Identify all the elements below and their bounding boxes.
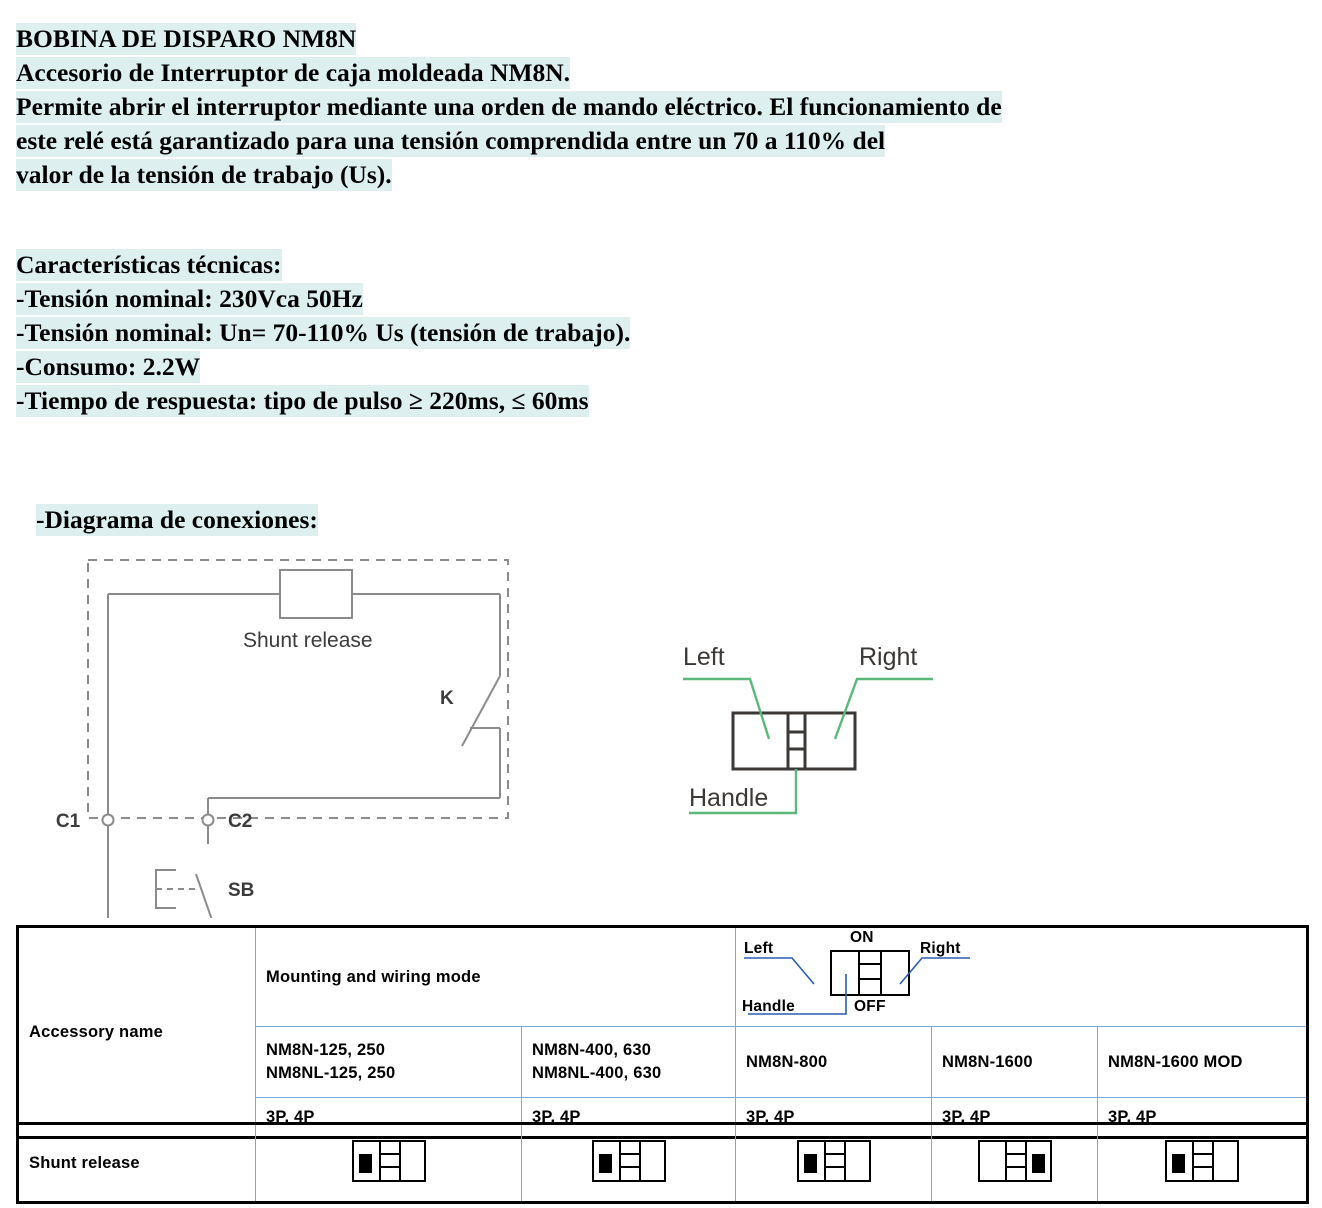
poles-cell-4: 3P, 4P	[932, 1098, 1098, 1138]
terminal-c2-label: C2	[228, 811, 253, 832]
shunt-release-label: Shunt release	[243, 629, 373, 652]
position-icon-cell-1	[256, 1124, 522, 1203]
shunt-release-row-label: Shunt release	[18, 1124, 256, 1203]
model-cell-2	[522, 1027, 736, 1098]
breaker-position-icon-1	[352, 1140, 426, 1182]
page-title: BOBINA DE DISPARO NM8N	[16, 24, 357, 53]
intro-line-4: valor de la tensión de trabajo (Us).	[16, 160, 392, 189]
model-cell-3: NM8N-800	[736, 1027, 932, 1098]
intro-line-3: este relé está garantizado para una tensión comprendida entre un 70 a 110% del	[16, 126, 886, 155]
breaker-position-icon-5	[1165, 1140, 1239, 1182]
breaker-position-icon-2	[592, 1140, 666, 1182]
wiring-diagram	[0, 548, 660, 918]
handle-column-1	[379, 1142, 401, 1180]
poles-cell-5: 3P, 4P	[1098, 1098, 1308, 1138]
position-icon-cell-3	[736, 1124, 932, 1203]
specs-heading: Características técnicas:	[16, 250, 282, 279]
model-cell-1	[256, 1027, 522, 1098]
terminal-c1	[103, 815, 114, 826]
handle-mini-diagram	[742, 929, 1002, 1020]
handle-column-2	[619, 1142, 641, 1180]
model-line-1b: NM8NL-125, 250	[266, 1064, 396, 1082]
contact-k-label: K	[440, 688, 454, 709]
spec-item-voltage-rating: -Tensión nominal: 230Vca 50Hz	[16, 284, 363, 313]
poles-cell-1: 3P, 4P	[256, 1098, 522, 1138]
accessory-mounting-table	[16, 925, 1309, 1139]
pushbutton-blade	[196, 874, 212, 918]
shunt-release-position-table	[16, 1122, 1309, 1204]
handle-label: Handle	[689, 784, 769, 812]
position-icon-cell-4	[932, 1124, 1098, 1203]
shunt-release-coil	[280, 570, 352, 618]
shunt-marker-2	[599, 1154, 612, 1173]
handle-position-figure	[645, 625, 985, 835]
mini-breaker-box	[830, 950, 910, 996]
accessory-name-header: Accessory name	[18, 927, 256, 1138]
poles-cell-2: 3P, 4P	[522, 1098, 736, 1138]
header-mini-diagram-cell	[736, 927, 1308, 1027]
model-line-2a: NM8N-400, 630	[532, 1041, 652, 1059]
spec-item-voltage-range: -Tensión nominal: Un= 70-110% Us (tensión de trabajo).	[16, 318, 631, 347]
mini-left-label: Left	[744, 940, 774, 957]
spec-item-consumption: -Consumo: 2.2W	[16, 352, 201, 381]
shunt-marker-1	[359, 1154, 372, 1173]
model-line-2b: NM8NL-400, 630	[532, 1064, 662, 1082]
breaker-position-icon-3	[797, 1140, 871, 1182]
mini-on-label: ON	[850, 929, 874, 946]
mini-handle-column	[858, 950, 882, 996]
intro-line-1: Accesorio de Interruptor de caja moldeada NM8N.	[16, 58, 571, 87]
table-row-mounting-header	[18, 927, 1308, 1027]
contact-k-blade	[462, 676, 500, 746]
poles-cell-3: 3P, 4P	[736, 1098, 932, 1138]
mini-handle-label: Handle	[742, 998, 795, 1015]
terminal-c2	[203, 815, 214, 826]
model-cell-5: NM8N-1600 MOD	[1098, 1027, 1308, 1098]
breaker-position-icon-4	[978, 1140, 1052, 1182]
shunt-marker-4	[1032, 1154, 1045, 1173]
position-icon-cell-2	[522, 1124, 736, 1203]
mini-right-label: Right	[920, 940, 961, 957]
intro-text-block	[16, 22, 1306, 192]
diagram-heading: -Diagrama de conexiones:	[36, 505, 318, 534]
shunt-marker-3	[804, 1154, 817, 1173]
specs-block	[16, 248, 1016, 418]
terminal-c1-label: C1	[55, 811, 81, 832]
breaker-body	[733, 713, 855, 769]
shunt-marker-5	[1172, 1154, 1185, 1173]
left-label: Left	[683, 643, 725, 671]
mini-off-label: OFF	[854, 998, 886, 1015]
spec-item-response-time: -Tiempo de respuesta: tipo de pulso ≥ 220ms, ≤ 60ms	[16, 386, 589, 415]
position-icon-cell-5	[1098, 1124, 1308, 1203]
mounting-wiring-mode-header: Mounting and wiring mode	[256, 927, 736, 1027]
model-cell-4: NM8N-1600	[932, 1027, 1098, 1098]
handle-column-5	[1192, 1142, 1214, 1180]
handle-column-3	[824, 1142, 846, 1180]
handle-column-4	[1005, 1142, 1027, 1180]
pushbutton-sb-label: SB	[228, 880, 255, 901]
intro-line-2: Permite abrir el interruptor mediante una orden de mando eléctrico. El funcionamiento de	[16, 92, 1002, 121]
model-line-1a: NM8N-125, 250	[266, 1041, 386, 1059]
table-row-shunt-release	[18, 1124, 1308, 1203]
diagram-heading-block	[36, 503, 318, 537]
right-label: Right	[859, 643, 918, 671]
